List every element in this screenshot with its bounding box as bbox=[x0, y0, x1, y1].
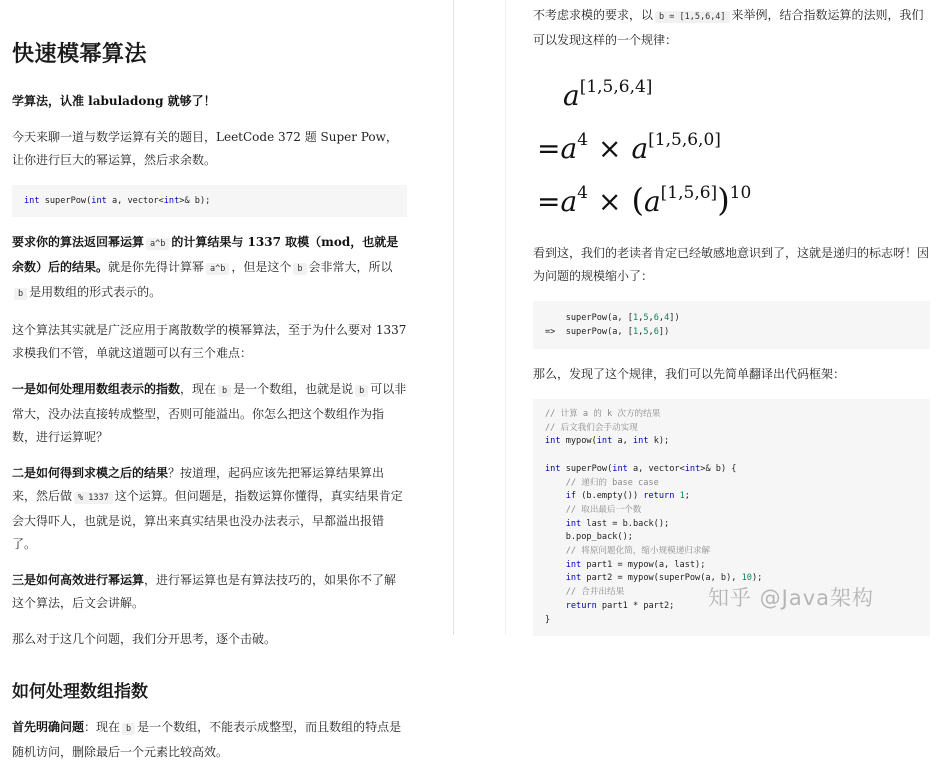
formula-exponent: 10 bbox=[729, 183, 752, 203]
requirement-paragraph bbox=[12, 231, 407, 306]
difficulty-three-paragraph bbox=[12, 569, 407, 615]
difficulty-three-text: ，进行幂运算也是有算法技巧的，如果你不了解这个算法，后文会讲解。 bbox=[12, 573, 397, 610]
formula-exponent: [1,5,6,4] bbox=[579, 77, 653, 97]
difficulty-one-paragraph bbox=[12, 378, 407, 449]
page-divider bbox=[453, 0, 454, 635]
inline-code-a-pow-b-2: a^b bbox=[206, 263, 229, 275]
requirement-bold-2: 的计算结果与 1337 取模（mod，也就是余数）后的结果。 bbox=[12, 235, 399, 274]
formula-base: a bbox=[563, 79, 580, 112]
inline-code-b-4: b bbox=[355, 385, 368, 397]
slogan-text: 学算法，认准 labuladong 就够了！ bbox=[12, 94, 216, 108]
inline-code-mod-1337: % 1337 bbox=[74, 492, 113, 504]
inline-code-b-5: b bbox=[122, 723, 135, 735]
formula-equals: = bbox=[537, 132, 561, 165]
requirement-bold-1: 要求你的算法返回幂运算 bbox=[12, 235, 145, 249]
difficulty-one-text-3: 可以非常大，没办法直接转成整型，否则可能溢出。你怎么把这个数组作为指数，进行运算呢？ bbox=[12, 382, 407, 444]
inline-code-a-pow-b: a^b bbox=[146, 238, 169, 250]
inline-code-b-2: b bbox=[14, 288, 27, 300]
formula-paren-close: ) bbox=[717, 181, 730, 219]
requirement-text-2: ，但是这个 bbox=[231, 260, 292, 274]
formula-row-2 bbox=[537, 118, 930, 171]
formula-exponent: [1,5,6] bbox=[660, 183, 718, 203]
framework-paragraph: 那么，发现了这个规律，我们可以先简单翻译出代码框架： bbox=[533, 367, 846, 381]
left-page bbox=[0, 0, 420, 759]
exponent-formula bbox=[537, 65, 930, 224]
difficulty-two-paragraph bbox=[12, 462, 407, 556]
clarify-text-2: 是一个数组，不能表示成整型，而且数组的特点是随机访问，删除最后一个元素比较高效。 bbox=[12, 720, 402, 759]
formula-exponent: [1,5,6,0] bbox=[648, 130, 721, 150]
right-page bbox=[517, 0, 938, 635]
requirement-text-4: 是用数组的形式表示的。 bbox=[29, 285, 162, 299]
recursion-example-code: superPow(a, [1,5,6,4]) => superPow(a, [1,5,6]) bbox=[533, 301, 930, 349]
formula-exponent: 4 bbox=[577, 130, 588, 150]
page-divider-secondary bbox=[505, 0, 506, 635]
requirement-text-1: 就是你先得计算幂 bbox=[108, 260, 205, 274]
formula-times: × bbox=[598, 132, 622, 165]
difficulty-three-title: 三是如何高效进行幂运算 bbox=[12, 573, 145, 587]
example-paragraph bbox=[533, 4, 930, 52]
difficulty-two-title: 二是如何得到求模之后的结果 bbox=[12, 466, 169, 480]
formula-base: a bbox=[643, 185, 661, 218]
article-title: 快速模幂算法 bbox=[12, 42, 148, 67]
formula-row-1 bbox=[537, 65, 930, 118]
formula-exponent: 4 bbox=[577, 183, 588, 203]
difficulty-one-title: 一是如何处理用数组表示的指数 bbox=[12, 382, 181, 396]
formula-paren-open: ( bbox=[631, 181, 644, 219]
formula-row-3 bbox=[537, 171, 930, 224]
formula-equals: = bbox=[537, 185, 561, 218]
inline-code-b-array: b = [1,5,6,4] bbox=[655, 11, 730, 23]
clarify-text-1: ：现在 bbox=[84, 720, 121, 734]
difficulty-one-text-1: ，现在 bbox=[180, 382, 217, 396]
difficulty-intro-paragraph: 这个算法其实就是广泛应用于离散数学的模幂算法，至于为什么要对 1337 求模我们不管，单就这道题可以有三个难点： bbox=[12, 323, 407, 360]
conclusion-paragraph: 那么对于这几个问题，我们分开思考，逐个击破。 bbox=[12, 632, 277, 646]
difficulty-two-text-2: 这个运算。但问题是，指数运算你懂得，真实结果肯定会大得吓人，也就是说，算出来真实结果也没办法表示，早都溢出报错了。 bbox=[12, 489, 403, 551]
function-signature-code: int superPow(int a, vector<int>& b); bbox=[12, 185, 407, 217]
clarify-problem-paragraph bbox=[12, 716, 407, 764]
example-text-2: 来举例，结合指数运算的法则，我们可以发现这样的一个规律： bbox=[533, 8, 924, 47]
intro-slogan bbox=[12, 90, 407, 113]
section-heading: 如何处理数组指数 bbox=[12, 682, 148, 702]
inline-code-b: b bbox=[293, 263, 306, 275]
intro-paragraph: 今天来聊一道与数学运算有关的题目，LeetCode 372 题 Super Pow，让你进行巨大的幂运算，然后求余数。 bbox=[12, 130, 398, 167]
clarify-problem-title: 首先明确问题 bbox=[12, 720, 85, 734]
example-text-1: 不考虑求模的要求，以 bbox=[533, 8, 654, 22]
zhihu-watermark: 知乎 @Java架构 bbox=[708, 586, 875, 610]
difficulty-two-text-1: ？按道理，起码应该先把幂运算结果算出来，然后做 bbox=[12, 466, 385, 503]
formula-base: a bbox=[560, 132, 578, 165]
difficulty-one-text-2: 是一个数组，也就是说 bbox=[233, 382, 354, 396]
formula-times: × bbox=[598, 185, 622, 218]
framework-code: // 计算 a 的 k 次方的结果 // 后文我们会手动实现 int mypow(int a, int k); int superPow(int a, vector<int>& b) { // 递归的 base case if (b.empty()) return 1; // 取出最后一个数 int last = b.back(); b.pop_back(); // 将原问题化简，缩小规模递归求解 int part1 = mypow(a, last); int part2 = mypow(superPow(a, b), 10); // 合并出结果 return part1 * part2; } bbox=[533, 399, 930, 636]
requirement-text-3: 会非常大，所以 bbox=[308, 260, 393, 274]
inline-code-b-3: b bbox=[218, 385, 231, 397]
formula-base: a bbox=[560, 185, 578, 218]
formula-base: a bbox=[631, 132, 649, 165]
recursion-paragraph: 看到这，我们的老读者肯定已经敏感地意识到了，这就是递归的标志呀！因为问题的规模缩小了： bbox=[533, 246, 930, 283]
